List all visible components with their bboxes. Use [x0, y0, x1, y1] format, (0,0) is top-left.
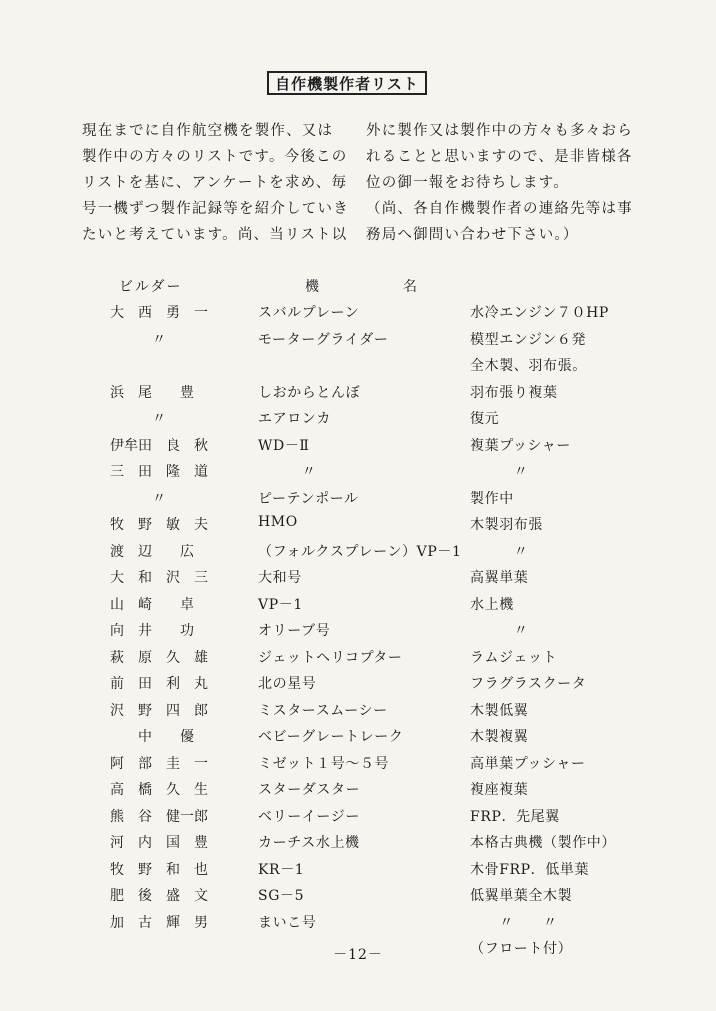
aircraft-note: 〃 — [470, 543, 529, 560]
aircraft-name: 北の星号 — [258, 676, 317, 692]
aircraft-note: 復元 — [470, 411, 500, 427]
builder-name: 〃 — [110, 411, 166, 427]
list-row — [0, 643, 716, 670]
builder-name: 浜 尾 豊 — [110, 384, 194, 401]
list-row — [0, 510, 716, 537]
aircraft-note: 本格古典機（製作中） — [470, 835, 616, 851]
aircraft-name: ベビーグレートレーク — [258, 729, 404, 745]
builder-name: 牧 野 和 也 — [110, 861, 208, 878]
aircraft-note: 木製複翼 — [470, 729, 529, 745]
intro-line: 位の御一報をお待ちします。 — [366, 175, 569, 191]
intro-line: 号一機ずつ製作記録等を紹介していき — [82, 201, 349, 217]
builder-name: 阿 部 圭 一 — [110, 755, 208, 772]
page-number: －12－ — [333, 947, 383, 963]
list-row — [0, 696, 716, 723]
page-title: 自作機製作者リスト — [267, 71, 427, 95]
intro-line: （尚、各自作機製作者の連絡先等は事 — [366, 201, 633, 217]
aircraft-name: ジェットヘリコプター — [258, 649, 403, 666]
builder-name: 大 西 勇 一 — [110, 305, 208, 321]
intro-line: リストを基に、アンケートを求め、毎 — [82, 175, 348, 191]
aircraft-note: 高単葉プッシャー — [470, 755, 586, 772]
builder-name: 萩 原 久 雄 — [110, 649, 208, 666]
builder-name: 高 橋 久 生 — [110, 782, 208, 798]
intro-line: 務局へ御問い合わせ下さい。） — [366, 227, 579, 243]
list-row — [0, 749, 716, 776]
list-row — [0, 457, 716, 484]
list-row — [0, 590, 716, 617]
aircraft-name: まいこ号 — [258, 914, 317, 931]
list-row — [0, 563, 716, 590]
aircraft-name: オリーブ号 — [258, 623, 331, 639]
builder-name: 〃 — [110, 490, 166, 507]
aircraft-name: WD－Ⅱ — [258, 437, 310, 454]
intro-line: 現在までに自作航空機を製作、又は — [82, 123, 334, 139]
aircraft-note: 製作中 — [470, 490, 514, 507]
aircraft-name: 〃 — [258, 464, 317, 480]
builder-name: 肥 後 盛 文 — [110, 888, 208, 904]
aircraft-note: 複座複葉 — [470, 782, 529, 798]
builder-name: 三 田 隆 道 — [110, 464, 208, 480]
intro-paragraph-right — [366, 118, 633, 248]
aircraft-name: スバルプレーン — [258, 305, 360, 321]
aircraft-note: 〃 — [470, 623, 529, 639]
aircraft-name: ピーテンポール — [258, 490, 359, 507]
aircraft-name: KR－1 — [258, 861, 305, 878]
list-row — [0, 325, 716, 352]
list-row — [0, 775, 716, 802]
builder-name: 沢 野 四 郎 — [110, 702, 208, 719]
list-row — [0, 378, 716, 405]
intro-line: れることと思いますので、是非皆様各 — [366, 149, 633, 165]
aircraft-note: 羽布張り複葉 — [470, 384, 558, 401]
list-row — [0, 537, 716, 564]
aircraft-note: 高翼単葉 — [470, 570, 529, 586]
list-row — [0, 484, 716, 511]
header-builder: ビルダー — [119, 279, 183, 295]
builder-name: 〃 — [110, 331, 166, 348]
aircraft-note: 全木製、羽布張。 — [470, 358, 587, 374]
aircraft-name: （フォルクスプレーン）VP－1 — [258, 543, 462, 560]
builder-name: 牧 野 敏 夫 — [110, 517, 208, 533]
list-row — [0, 431, 716, 458]
list-row — [0, 802, 716, 829]
aircraft-name: VP－1 — [258, 596, 303, 613]
aircraft-name: ミスタースムーシー — [258, 702, 388, 719]
builder-name: 伊牟田 良 秋 — [110, 437, 208, 454]
list-row — [0, 616, 716, 643]
builder-name: 加 古 輝 男 — [110, 914, 208, 931]
aircraft-note: 低翼単葉全木製 — [470, 888, 573, 904]
aircraft-note: FRP．先尾翼 — [470, 808, 560, 825]
list-row — [0, 722, 716, 749]
aircraft-note: 水冷エンジン７０HP — [470, 305, 609, 321]
aircraft-note: 木製低翼 — [470, 702, 529, 719]
aircraft-note: 水上機 — [470, 596, 514, 613]
aircraft-name: SG－5 — [258, 888, 305, 904]
aircraft-note: （フロート付） — [470, 941, 573, 957]
builder-name: 渡 辺 広 — [110, 543, 194, 560]
builder-name: 大 和 沢 三 — [110, 570, 208, 586]
list-row — [0, 404, 716, 431]
aircraft-name: カーチス水上機 — [258, 835, 360, 851]
intro-line: 製作中の方々のリストです。今後この — [82, 149, 348, 165]
aircraft-note: 木製羽布張 — [470, 517, 543, 533]
aircraft-note: 模型エンジン６発 — [470, 331, 587, 348]
intro-paragraph-left — [82, 118, 349, 248]
builder-name: 中 優 — [110, 729, 194, 745]
builder-name: 向 井 功 — [110, 623, 194, 639]
list-row — [0, 881, 716, 908]
aircraft-name: モーターグライダー — [258, 331, 389, 348]
aircraft-note: ラムジェット — [470, 649, 558, 666]
aircraft-note: 〃 — [470, 464, 529, 480]
builder-list — [0, 298, 716, 961]
list-row — [0, 855, 716, 882]
header-name-part1: 機 — [305, 279, 319, 295]
list-row — [0, 298, 716, 325]
aircraft-note: フラグラスクータ — [470, 676, 587, 692]
intro-line: たいと考えています。尚、当リスト以 — [82, 227, 348, 243]
aircraft-name: スターダスター — [258, 782, 361, 798]
builder-name: 熊 谷 健一郎 — [110, 808, 208, 825]
aircraft-note: 木骨FRP．低単葉 — [470, 861, 590, 878]
list-header — [0, 276, 716, 296]
builder-name: 河 内 国 豊 — [110, 835, 208, 851]
aircraft-name: ベリーイージー — [258, 808, 360, 825]
aircraft-name: しおからとんぼ — [258, 384, 361, 401]
aircraft-name: ミゼット１号～５号 — [258, 755, 390, 772]
builder-name: 前 田 利 丸 — [110, 676, 208, 692]
aircraft-name: エアロンカ — [258, 411, 331, 427]
list-row — [0, 669, 716, 696]
list-row — [0, 908, 716, 935]
list-row — [0, 828, 716, 855]
aircraft-name: HMO — [258, 514, 298, 530]
aircraft-name: 大和号 — [258, 570, 302, 586]
list-row — [0, 351, 716, 378]
intro-line: 外に製作又は製作中の方々も多々おら — [366, 123, 633, 139]
builder-name: 山 崎 卓 — [110, 596, 194, 613]
header-name-part2: 名 — [403, 279, 417, 295]
aircraft-note: 複葉プッシャー — [470, 437, 571, 454]
aircraft-note: 〃 〃 — [470, 914, 558, 931]
